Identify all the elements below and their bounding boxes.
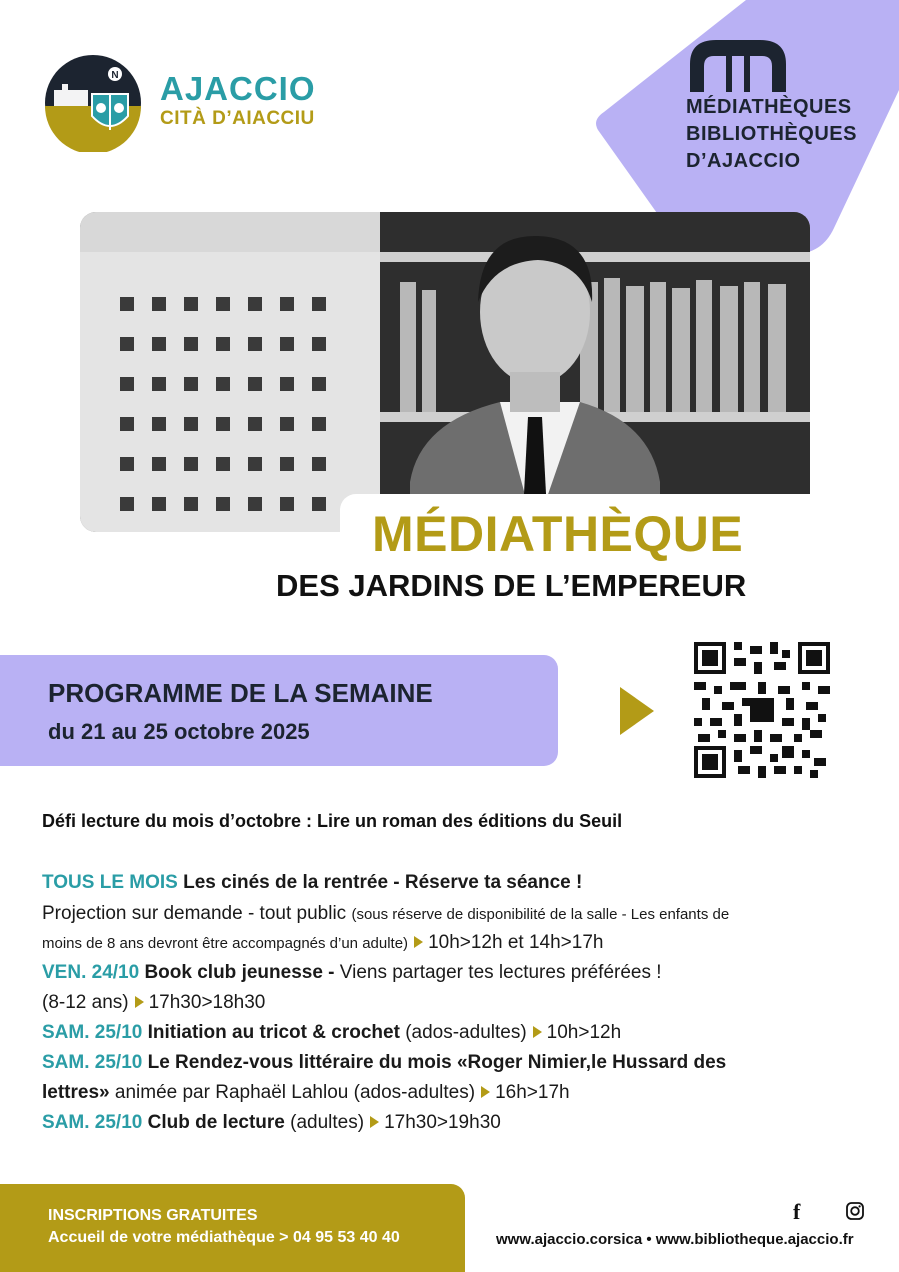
footer-title: INSCRIPTIONS GRATUITES (48, 1207, 258, 1224)
event-1-note-2: moins de 8 ans devront être accompagnés d’un adulte) (42, 935, 409, 952)
event-2-desc: Viens partager tes lectures préférées ! (339, 962, 662, 983)
event-1-heading (42, 872, 582, 894)
event-5 (42, 1112, 501, 1134)
event-3-day: SAM. 25/10 (42, 1022, 143, 1043)
event-2-day: VEN. 24/10 (42, 962, 140, 983)
time-arrow-icon (135, 996, 144, 1008)
event-1-day: TOUS LE MOIS (42, 872, 178, 893)
portrait-photo (80, 212, 810, 532)
library-building-icon (686, 36, 790, 92)
city-coat-of-arms-icon (44, 54, 142, 152)
footer-websites[interactable]: www.ajaccio.corsica • www.bibliotheque.ajaccio.fr (496, 1231, 854, 1248)
event-4-time: 16h>17h (495, 1082, 570, 1103)
page-subtitle: DES JARDINS DE L’EMPEREUR (276, 568, 747, 603)
event-3-title: Initiation au tricot & crochet (147, 1022, 400, 1043)
event-3-time: 10h>12h (546, 1022, 622, 1043)
event-4-details (42, 1082, 570, 1104)
logo-city-name: AJACCIO (160, 70, 316, 107)
event-4-desc: animée par Raphaël Lahlou (ados-adultes) (114, 1082, 476, 1103)
event-5-day: SAM. 25/10 (42, 1112, 143, 1133)
event-1-desc: Projection sur demande - tout public (42, 903, 347, 924)
event-4-heading (42, 1052, 726, 1074)
event-3-age: (ados-adultes) (405, 1022, 527, 1043)
event-4-title-1: Le Rendez-vous littéraire du mois «Roger Nimier,le Hussard des (147, 1052, 727, 1073)
event-1-note-1: (sous réserve de disponibilité de la salle - Les enfants de (351, 906, 730, 923)
event-2-age: (8-12 ans) (42, 992, 129, 1013)
facebook-icon[interactable]: f (793, 1199, 801, 1224)
programme-title: PROGRAMME DE LA SEMAINE (48, 678, 433, 708)
event-4-title-2: lettres» (42, 1082, 110, 1103)
instagram-icon[interactable] (846, 1202, 864, 1220)
event-4-day: SAM. 25/10 (42, 1052, 143, 1073)
time-arrow-icon (414, 936, 423, 948)
event-1-details-2 (42, 932, 603, 954)
event-2-details (42, 992, 265, 1014)
badge-line-3: D’AJACCIO (686, 150, 801, 172)
event-1-time: 10h>12h et 14h>17h (428, 932, 604, 953)
event-5-age: (adultes) (290, 1112, 365, 1133)
event-2-heading (42, 962, 662, 984)
programme-dates: du 21 au 25 octobre 2025 (48, 719, 310, 744)
event-2-time: 17h30>18h30 (148, 992, 266, 1013)
footer-phone[interactable]: Accueil de votre médiathèque > 04 95 53 40 40 (48, 1229, 400, 1246)
page-title: MÉDIATHÈQUE (372, 506, 744, 562)
time-arrow-icon (533, 1026, 542, 1038)
event-5-title: Club de lecture (147, 1112, 285, 1133)
time-arrow-icon (481, 1086, 490, 1098)
event-1-title: Les cinés de la rentrée - Réserve ta séance ! (183, 872, 583, 893)
badge-line-1: MÉDIATHÈQUES (686, 96, 852, 118)
time-arrow-icon (370, 1116, 379, 1128)
arrow-right-icon (620, 687, 654, 735)
footer-band (0, 1184, 465, 1272)
logo-city-subtitle: CITÀ D’AIACCIU (160, 108, 315, 129)
event-3 (42, 1022, 621, 1044)
reading-challenge: Défi lecture du mois d’octobre : Lire un roman des éditions du Seuil (42, 811, 623, 831)
event-1-details (42, 903, 729, 925)
event-2-title: Book club jeunesse - (144, 962, 335, 983)
badge-line-2: BIBLIOTHÈQUES (686, 123, 857, 145)
svg-text:N: N (111, 70, 119, 81)
programme-band (0, 655, 558, 766)
event-5-time: 17h30>19h30 (384, 1112, 501, 1133)
qr-code-icon[interactable] (694, 642, 830, 778)
